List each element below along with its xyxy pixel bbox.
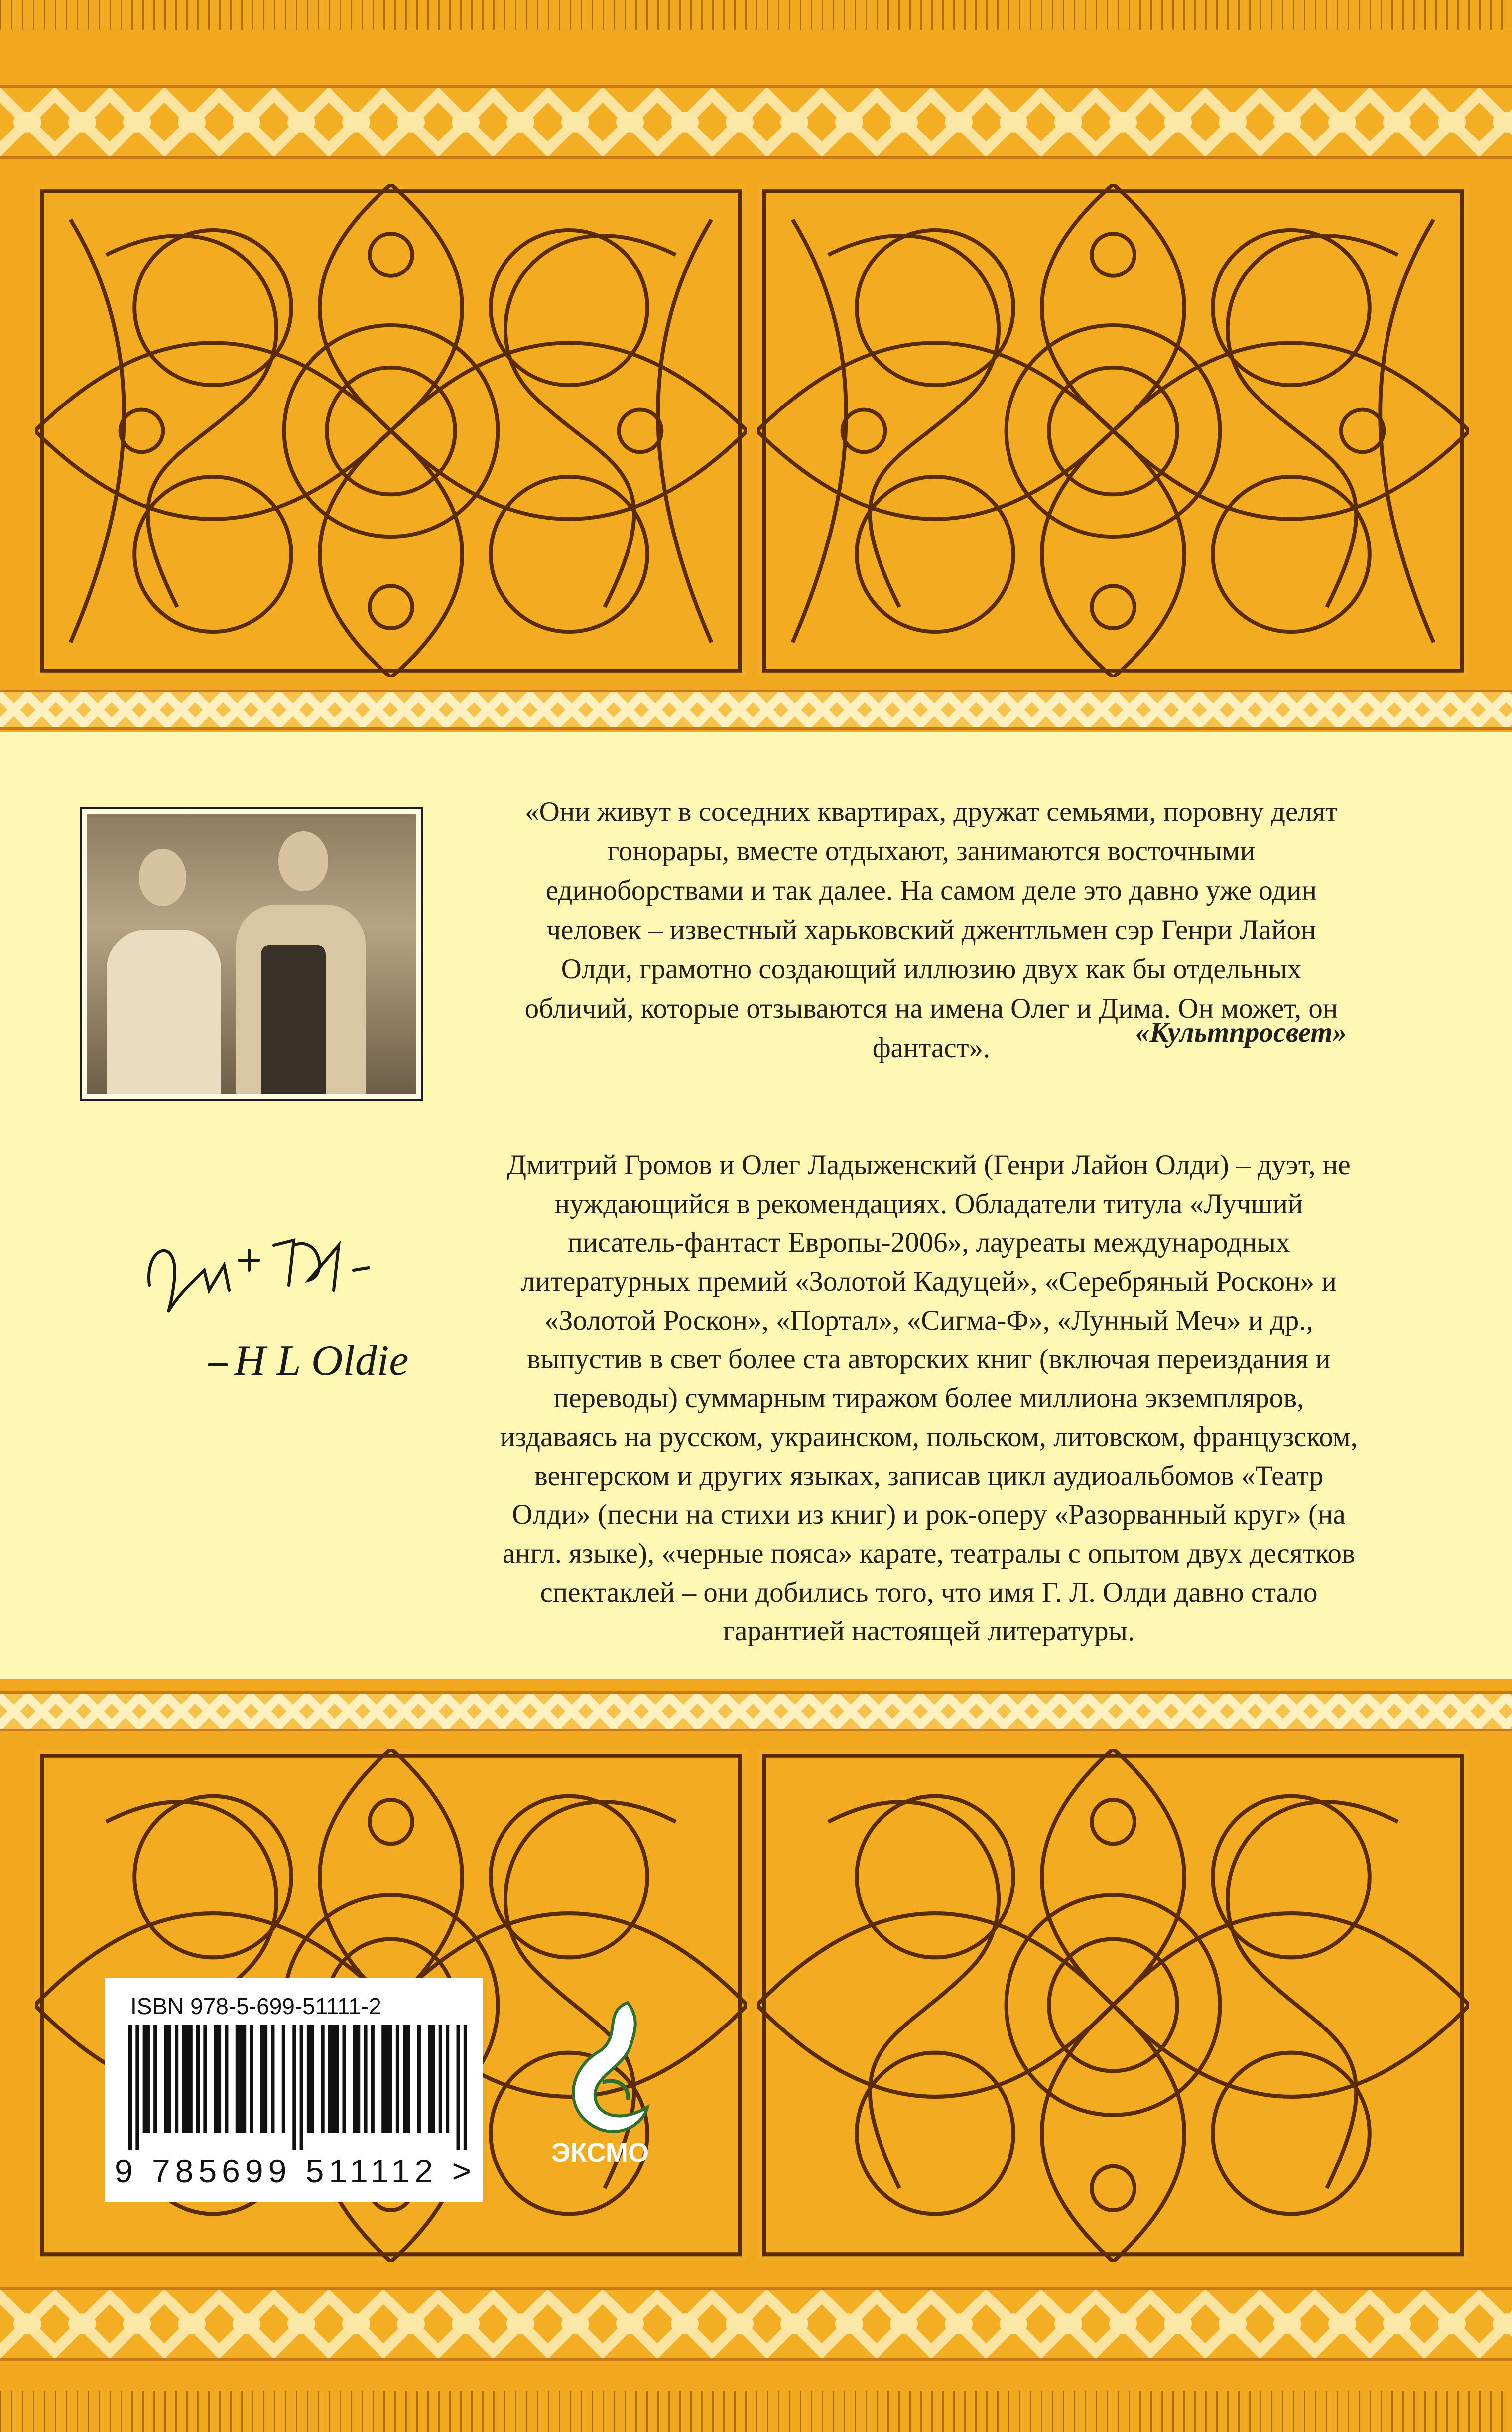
isbn-number: ISBN 978-5-699-51111-2 — [130, 1993, 381, 2019]
authors-biography: Дмитрий Громов и Олег Ладыженский (Генри Лайон Олди) – дуэт, не нуждающийся в рекомендациях. Обладатели титула «Лучший писатель-фантаст Европы-2006», лауреаты международных литературных премий «Золотой Кадуцей», «Серебряный Роскон» и «Золотой Роскон», «Портал», «Сигма-Ф», «Лунный Меч» и др., выпустив в свет более ста авторских книг (включая переиздания и переводы) суммарным тиражом более миллиона экземпляров, издаваясь на русском, украинском, польском, литовском, французском, венгерском и других языках, записав цикл аудиоальбомов «Театр Олди» (песни на стихи из книг) и рок-оперу «Разорванный круг» (на англ. языке), «черные пояса» карате, театралы с опытом двух десятков спектаклей – они добились того, что имя Г. Л. Олди давно стало гарантией настоящей литературы. — [500, 1149, 1358, 1647]
quote-source: «Культпросвет» — [1135, 1017, 1347, 1048]
barcode-digits: 9 785699 511112 > — [115, 2153, 477, 2189]
press-quote: «Они живут в соседних квартирах, дружат семьями, поровну делят гонорары, вместе отдыхают, занимаются восточными единоборствами и так далее. На самом деле это давно уже один человек – известный харьковский джентльмен сэр Генри Лайон Олди, грамотно создающий иллюзию двух как бы отдельных обличий, которые отзываются на имена Олег и Дима. Он может, он фантаст». — [524, 796, 1338, 1064]
barcode-bars — [128, 2025, 467, 2150]
bottom-braid-border — [0, 2287, 1512, 2361]
bottom-edge-strip — [0, 2391, 1512, 2432]
publisher-name: ЭКСМО — [551, 2138, 649, 2167]
top-braid-border — [0, 85, 1512, 159]
thin-braid-upper — [0, 690, 1512, 730]
ornament-panel-top-right — [757, 184, 1469, 677]
top-edge-strip — [0, 0, 1512, 30]
authors-signature — [139, 1216, 458, 1395]
svg-text:H L Oldie: H L Oldie — [234, 1337, 409, 1385]
thin-braid-lower — [0, 1691, 1512, 1731]
ornament-panel-bottom-right — [757, 1749, 1469, 2262]
ornament-panel-top-left — [35, 184, 747, 677]
authors-photo — [80, 807, 423, 1101]
